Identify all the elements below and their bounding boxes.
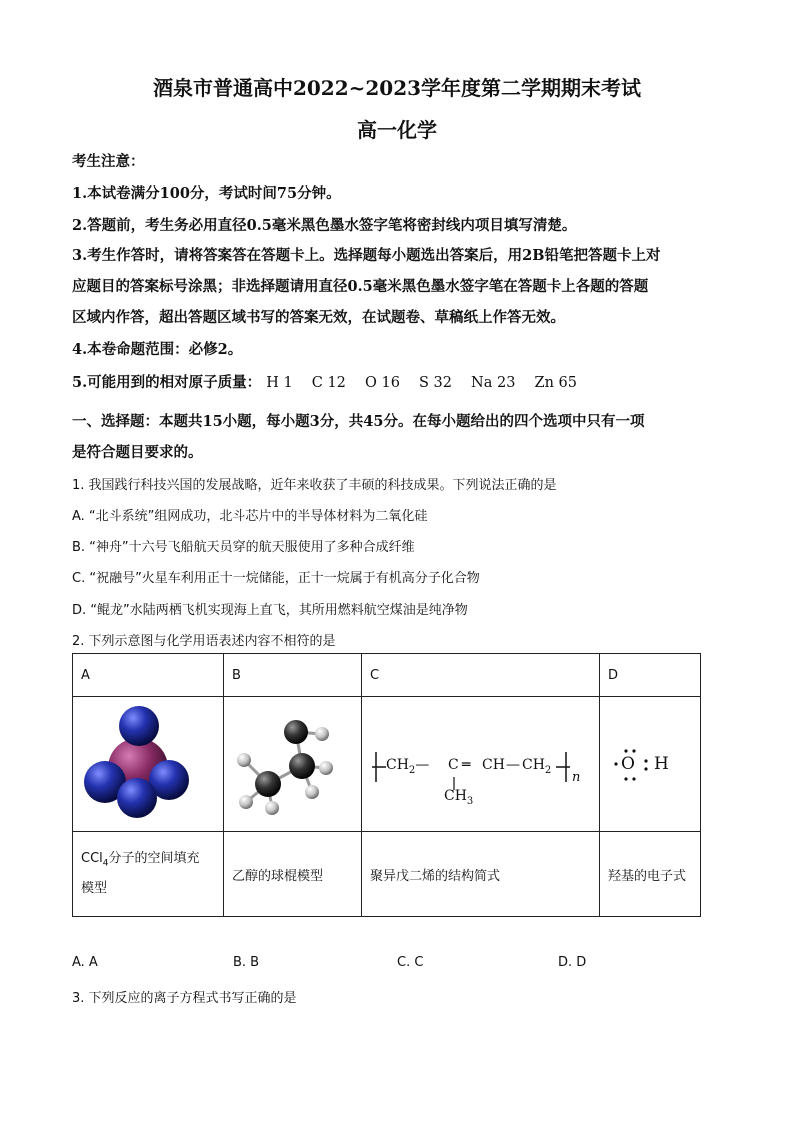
atom-h: H — [654, 754, 669, 774]
ccl4-model-cell — [73, 697, 224, 832]
bond-single-1: — — [415, 757, 430, 773]
notice-item: 2.答题前，考生务必用直径0.5毫米黑色墨水签字笔将密封线内项目填写清楚。 — [72, 217, 577, 234]
section-heading-cont: 是符合题目要求的。 — [72, 444, 203, 461]
atomic-masses-label: 5.可能用到的相对原子质量： — [72, 374, 262, 391]
notice-item: 区域内作答，超出答题区域书写的答案无效，在试题卷、草稿纸上作答无效。 — [72, 309, 565, 326]
polyisoprene-structure — [370, 724, 590, 807]
ch3-group: CH — [444, 788, 467, 804]
q2-header-d: D — [600, 654, 701, 697]
caption-a-line2: 模型 — [81, 881, 108, 897]
mass-c: C 12 — [311, 375, 346, 391]
notice-item: 3.考生作答时，请将答案答在答题卡上。选择题每小题选出答案后，用2B铅笔把答题卡上对 — [72, 247, 661, 264]
notice-item: 4.本卷命题范围：必修2。 — [72, 341, 243, 358]
atom-o: O — [621, 754, 635, 774]
q1-option-d: D. “鲲龙”水陆两栖飞机实现海上直飞，其所用燃料航空煤油是纯净物 — [72, 603, 468, 618]
caption-c: 聚异戊二烯的结构简式 — [362, 832, 600, 917]
ccl4-space-filling-model — [81, 702, 191, 822]
ch2-left-sub: 2 — [408, 764, 416, 776]
ch2-left: CH — [386, 757, 409, 773]
q1-stem: 1. 我国践行科技兴国的发展战略，近年来收获了丰硕的科技成果。下列说法正确的是 — [72, 478, 557, 493]
q2-header-c: C — [362, 654, 600, 697]
exam-title: 酒泉市普通高中2022~2023学年度第二学期期末考试 — [152, 76, 642, 100]
notice-item: 应题目的答案标号涂黑；非选择题请用直径0.5毫米黑色墨水签字笔在答题卡上各题的答题 — [72, 278, 649, 295]
section-heading: 一、选择题：本题共15小题，每小题3分，共45分。在每小题给出的四个选项中只有一项 — [72, 413, 645, 430]
ethanol-model-cell — [224, 697, 362, 832]
notice-item: 1.本试卷满分100分，考试时间75分钟。 — [72, 185, 341, 202]
q2-header-a: A — [73, 654, 224, 697]
ch2-right: CH — [522, 757, 545, 773]
atom-c: C — [448, 757, 459, 773]
hydroxyl-electron-cell — [600, 697, 701, 832]
answer-option-d[interactable]: D. D — [558, 955, 587, 970]
q1-option-c: C. “祝融号”火星车利用正十一烷储能，正十一烷属于有机高分子化合物 — [72, 571, 480, 586]
atomic-masses — [72, 371, 591, 392]
atom-ch: CH — [482, 757, 505, 773]
answer-option-a[interactable]: A. A — [72, 955, 98, 970]
electron-dots — [608, 744, 688, 784]
hydroxyl-electron-formula — [608, 744, 688, 784]
exam-subtitle: 高一化学 — [357, 118, 437, 142]
q1-option-a: A. “北斗系统”组网成功，北斗芯片中的半导体材料为二氧化硅 — [72, 509, 428, 524]
ethanol-ball-stick-model — [232, 702, 342, 822]
ch3-sub: 3 — [466, 795, 474, 807]
mass-o: O 16 — [364, 375, 400, 391]
answer-option-c[interactable]: C. C — [397, 955, 424, 970]
notice-heading: 考生注意： — [72, 153, 145, 170]
mass-s: S 32 — [418, 375, 452, 391]
caption-a-sub: 4 — [102, 858, 109, 869]
q2-stem: 2. 下列示意图与化学用语表述内容不相符的是 — [72, 634, 336, 649]
bond-single-2: — — [506, 757, 520, 773]
mass-zn: Zn 65 — [534, 375, 577, 391]
caption-a-text: 分子的空间填充 — [108, 850, 200, 866]
q2-header-b: B — [224, 654, 362, 697]
caption-b: 乙醇的球棍模型 — [224, 832, 362, 917]
caption-a — [73, 832, 224, 917]
repeat-n: n — [572, 770, 581, 785]
polyisoprene-structure-cell — [362, 697, 600, 832]
mass-na: Na 23 — [471, 375, 516, 391]
ch2-right-sub: 2 — [544, 764, 552, 776]
q1-option-b: B. “神舟”十六号飞船航天员穿的航天服使用了多种合成纤维 — [72, 540, 415, 555]
answer-option-b[interactable]: B. B — [233, 955, 260, 970]
caption-a-formula: CCl — [81, 850, 103, 866]
caption-d: 羟基的电子式 — [600, 832, 701, 917]
q3-stem: 3. 下列反应的离子方程式书写正确的是 — [72, 991, 297, 1006]
q2-table — [72, 653, 701, 917]
bond-double: ═ — [462, 757, 471, 773]
mass-h: H 1 — [266, 375, 293, 391]
